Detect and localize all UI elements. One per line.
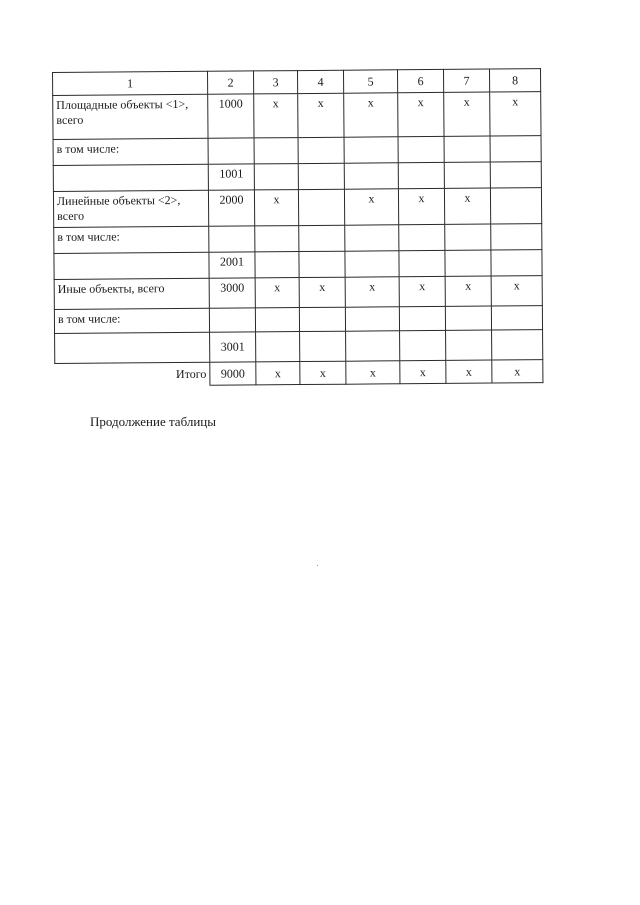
table-cell <box>298 137 344 163</box>
row-code: 3001 <box>210 332 256 362</box>
table-cell <box>300 331 346 361</box>
table-cell <box>299 225 345 251</box>
header-cell: 3 <box>253 71 297 94</box>
scan-speck <box>317 565 318 566</box>
table-row <box>53 92 541 140</box>
table-cell <box>299 307 345 331</box>
row-name: в том числе: <box>54 226 209 253</box>
table-cell <box>491 306 542 330</box>
table-cell <box>256 332 300 362</box>
table-cell <box>399 250 445 276</box>
header-cell: 8 <box>489 69 540 92</box>
table-cell <box>444 162 490 188</box>
table-cell: x <box>299 277 345 307</box>
table-cell <box>344 137 398 163</box>
table-cell <box>254 138 298 164</box>
table-cell: x <box>344 93 398 137</box>
total-code: 9000 <box>210 362 256 385</box>
table-cell: x <box>446 360 492 383</box>
table-cell <box>490 188 541 224</box>
table-cell: x <box>346 361 400 384</box>
table-cell: x <box>444 188 490 224</box>
table-cell: x <box>345 277 399 307</box>
table-cell <box>491 224 542 250</box>
table-cell <box>346 331 400 361</box>
table-cell <box>344 163 398 189</box>
table-cell: x <box>444 92 490 136</box>
header-cell: 6 <box>397 69 443 92</box>
table-cell <box>345 307 399 331</box>
table-cell <box>490 136 541 162</box>
table-cell: x <box>344 189 398 225</box>
row-code <box>209 226 255 252</box>
row-name <box>55 332 210 363</box>
table-cell <box>446 330 492 360</box>
table-cell <box>492 330 543 360</box>
total-row <box>55 360 543 387</box>
row-name: в том числе: <box>53 138 208 165</box>
header-cell: 7 <box>443 69 489 92</box>
table-cell: x <box>255 278 299 308</box>
table-cell <box>345 251 399 277</box>
table-cell: x <box>254 94 298 138</box>
table-cell: x <box>490 92 541 136</box>
row-name: Площадные объекты <1>, всего <box>53 94 208 139</box>
row-name: Линейные объекты <2>, всего <box>53 190 208 227</box>
table-row <box>54 276 542 310</box>
table-row <box>55 330 543 364</box>
row-code: 1000 <box>208 94 254 138</box>
data-table <box>52 68 543 387</box>
row-code <box>209 308 255 332</box>
header-cell: 4 <box>297 70 343 93</box>
table-row <box>53 188 541 228</box>
table-cell <box>255 308 299 332</box>
table-cell: x <box>398 92 444 136</box>
table-cell: x <box>491 276 542 306</box>
table-cell: x <box>400 360 446 383</box>
row-code: 1001 <box>208 164 254 190</box>
table-continuation-caption: Продолжение таблицы <box>90 414 216 429</box>
table-cell <box>444 136 490 162</box>
table-cell <box>398 136 444 162</box>
table-cell <box>298 189 344 225</box>
row-name: Иные объекты, всего <box>54 278 209 309</box>
header-cell: 5 <box>343 70 397 93</box>
table-cell <box>255 252 299 278</box>
table-cell <box>255 226 299 252</box>
row-code: 3000 <box>209 278 255 308</box>
table-row <box>53 162 541 192</box>
table-cell: x <box>256 362 300 385</box>
header-cell: 2 <box>207 71 253 94</box>
table-row <box>54 224 542 254</box>
total-label: Итого <box>55 362 210 386</box>
table-cell <box>490 162 541 188</box>
table-cell: x <box>254 190 298 226</box>
row-name: в том числе: <box>54 308 209 333</box>
table-cell: x <box>399 276 445 306</box>
table-cell: x <box>300 361 346 384</box>
table-cell <box>298 163 344 189</box>
table-cell: x <box>398 188 444 224</box>
table-cell <box>399 224 445 250</box>
row-name <box>53 164 208 191</box>
header-cell: 1 <box>53 71 208 95</box>
table-cell <box>491 250 542 276</box>
table-cell <box>398 162 444 188</box>
table-cell <box>445 306 491 330</box>
table-cell <box>399 306 445 330</box>
table-row <box>54 250 542 280</box>
table-cell <box>345 225 399 251</box>
table-cell: x <box>445 276 491 306</box>
row-name <box>54 252 209 279</box>
row-code: 2001 <box>209 252 255 278</box>
table-cell <box>299 251 345 277</box>
table-row <box>53 136 541 166</box>
table-cell <box>254 164 298 190</box>
table-cell <box>445 224 491 250</box>
row-code: 2000 <box>208 190 254 226</box>
row-code <box>208 138 254 164</box>
table-cell: x <box>492 360 543 383</box>
table-cell <box>445 250 491 276</box>
table-cell: x <box>298 93 344 137</box>
table-cell <box>400 330 446 360</box>
